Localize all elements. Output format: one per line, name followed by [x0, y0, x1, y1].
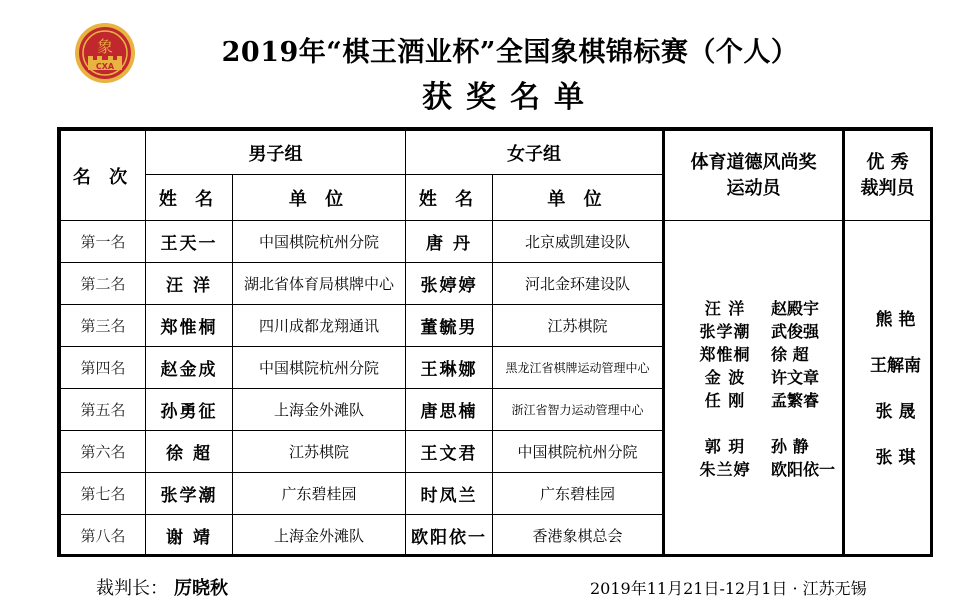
rank-header: 名 次 [61, 131, 146, 221]
referee-name: 熊 艳 [875, 309, 916, 330]
logo-text: CXA [95, 62, 115, 71]
women-name-cell: 唐 丹 [406, 221, 493, 263]
athlete-name: 金 波 [704, 367, 746, 387]
rank-cell: 第六名 [61, 431, 146, 473]
women-unit-header: 单 位 [493, 175, 664, 221]
sportsmanship-row [679, 343, 842, 366]
sportsmanship-row [679, 435, 842, 458]
athlete-name: 徐 超 [771, 344, 809, 364]
athlete-name: 郑惟桐 [699, 344, 751, 364]
referee-name: 张 晟 [875, 401, 916, 422]
cxa-logo [74, 22, 136, 84]
men-unit-cell: 湖北省体育局棋牌中心 [233, 263, 406, 305]
women-unit-cell: 香港象棋总会 [493, 515, 664, 557]
men-unit-cell: 四川成都龙翔通讯 [233, 305, 406, 347]
athlete-name: 许文章 [771, 367, 820, 387]
athlete-name: 欧阳依一 [771, 459, 836, 479]
men-name-header: 姓 名 [146, 175, 233, 221]
list-gap [679, 412, 842, 435]
men-unit-cell: 上海金外滩队 [233, 515, 406, 557]
athlete-name: 郭 玥 [704, 436, 746, 456]
sportsmanship-row [679, 389, 842, 412]
rank-cell: 第三名 [61, 305, 146, 347]
women-name-cell: 张婷婷 [406, 263, 493, 305]
women-name-header: 姓 名 [406, 175, 493, 221]
rank-cell: 第四名 [61, 347, 146, 389]
men-unit-cell: 中国棋院杭州分院 [233, 347, 406, 389]
athlete-name: 朱兰婷 [699, 459, 751, 479]
women-name-cell: 唐思楠 [406, 389, 493, 431]
chief-referee [96, 574, 228, 600]
athlete-name: 孙 静 [771, 436, 809, 456]
women-unit-cell: 广东碧桂园 [493, 473, 664, 515]
athlete-name: 张学潮 [699, 321, 751, 341]
women-unit-cell: 中国棋院杭州分院 [493, 431, 664, 473]
chief-referee-label: 裁判长： [96, 578, 168, 599]
men-name-cell: 谢 靖 [146, 515, 233, 557]
women-name-cell: 董毓男 [406, 305, 493, 347]
sportsmanship-list [664, 221, 844, 557]
women-unit-cell: 浙江省智力运动管理中心 [493, 389, 664, 431]
men-unit-cell: 广东碧桂园 [233, 473, 406, 515]
men-name-cell: 郑惟桐 [146, 305, 233, 347]
men-unit-cell: 江苏棋院 [233, 431, 406, 473]
sportsmanship-row [679, 458, 842, 481]
women-name-cell: 欧阳依一 [406, 515, 493, 557]
table-row [61, 221, 931, 263]
athlete-name: 汪 洋 [704, 298, 746, 318]
referee-header-text: 优 秀 裁判员 [860, 151, 915, 199]
women-group-header: 女子组 [406, 131, 664, 175]
women-name-cell: 王琳娜 [406, 347, 493, 389]
women-unit-cell: 江苏棋院 [493, 305, 664, 347]
men-name-cell: 张学潮 [146, 473, 233, 515]
referee-name: 张 琪 [875, 447, 916, 468]
athlete-name: 赵殿宇 [771, 298, 820, 318]
page-title: 2019年“棋王酒业杯”全国象棋锦标赛（个人） [221, 37, 799, 68]
athlete-name: 任 刚 [704, 390, 746, 410]
women-name-cell: 王文君 [406, 431, 493, 473]
men-unit-cell: 上海金外滩队 [233, 389, 406, 431]
page-subtitle: 获奖名单 [422, 80, 598, 115]
referee-list [844, 221, 931, 557]
rank-cell: 第八名 [61, 515, 146, 557]
sportsmanship-row [679, 320, 842, 343]
logo-glyph: 象 [96, 37, 114, 56]
sportsmanship-header-text: 体育道德风尚奖 运动员 [690, 151, 817, 199]
awards-table [60, 130, 931, 557]
women-unit-cell: 黑龙江省棋牌运动管理中心 [493, 347, 664, 389]
sportsmanship-row [679, 297, 842, 320]
rank-cell: 第七名 [61, 473, 146, 515]
men-group-header: 男子组 [146, 131, 406, 175]
rank-cell: 第一名 [61, 221, 146, 263]
men-name-cell: 汪 洋 [146, 263, 233, 305]
referee-name: 王解南 [870, 355, 921, 376]
men-unit-cell: 中国棋院杭州分院 [233, 221, 406, 263]
athlete-name: 武俊强 [771, 321, 820, 341]
women-name-cell: 时凤兰 [406, 473, 493, 515]
rank-cell: 第五名 [61, 389, 146, 431]
women-unit-cell: 北京威凯建设队 [493, 221, 664, 263]
men-name-cell: 赵金成 [146, 347, 233, 389]
men-name-cell: 孙勇征 [146, 389, 233, 431]
rank-cell: 第二名 [61, 263, 146, 305]
referee-header [844, 131, 931, 221]
athlete-name: 孟繁睿 [771, 390, 820, 410]
men-name-cell: 王天一 [146, 221, 233, 263]
date-place: 2019年11月21日-12月1日 · 江苏无锡 [590, 579, 867, 598]
sportsmanship-row [679, 366, 842, 389]
men-unit-header: 单 位 [233, 175, 406, 221]
chief-referee-name: 厉晓秋 [174, 578, 228, 599]
sportsmanship-header [664, 131, 844, 221]
men-name-cell: 徐 超 [146, 431, 233, 473]
women-unit-cell: 河北金环建设队 [493, 263, 664, 305]
